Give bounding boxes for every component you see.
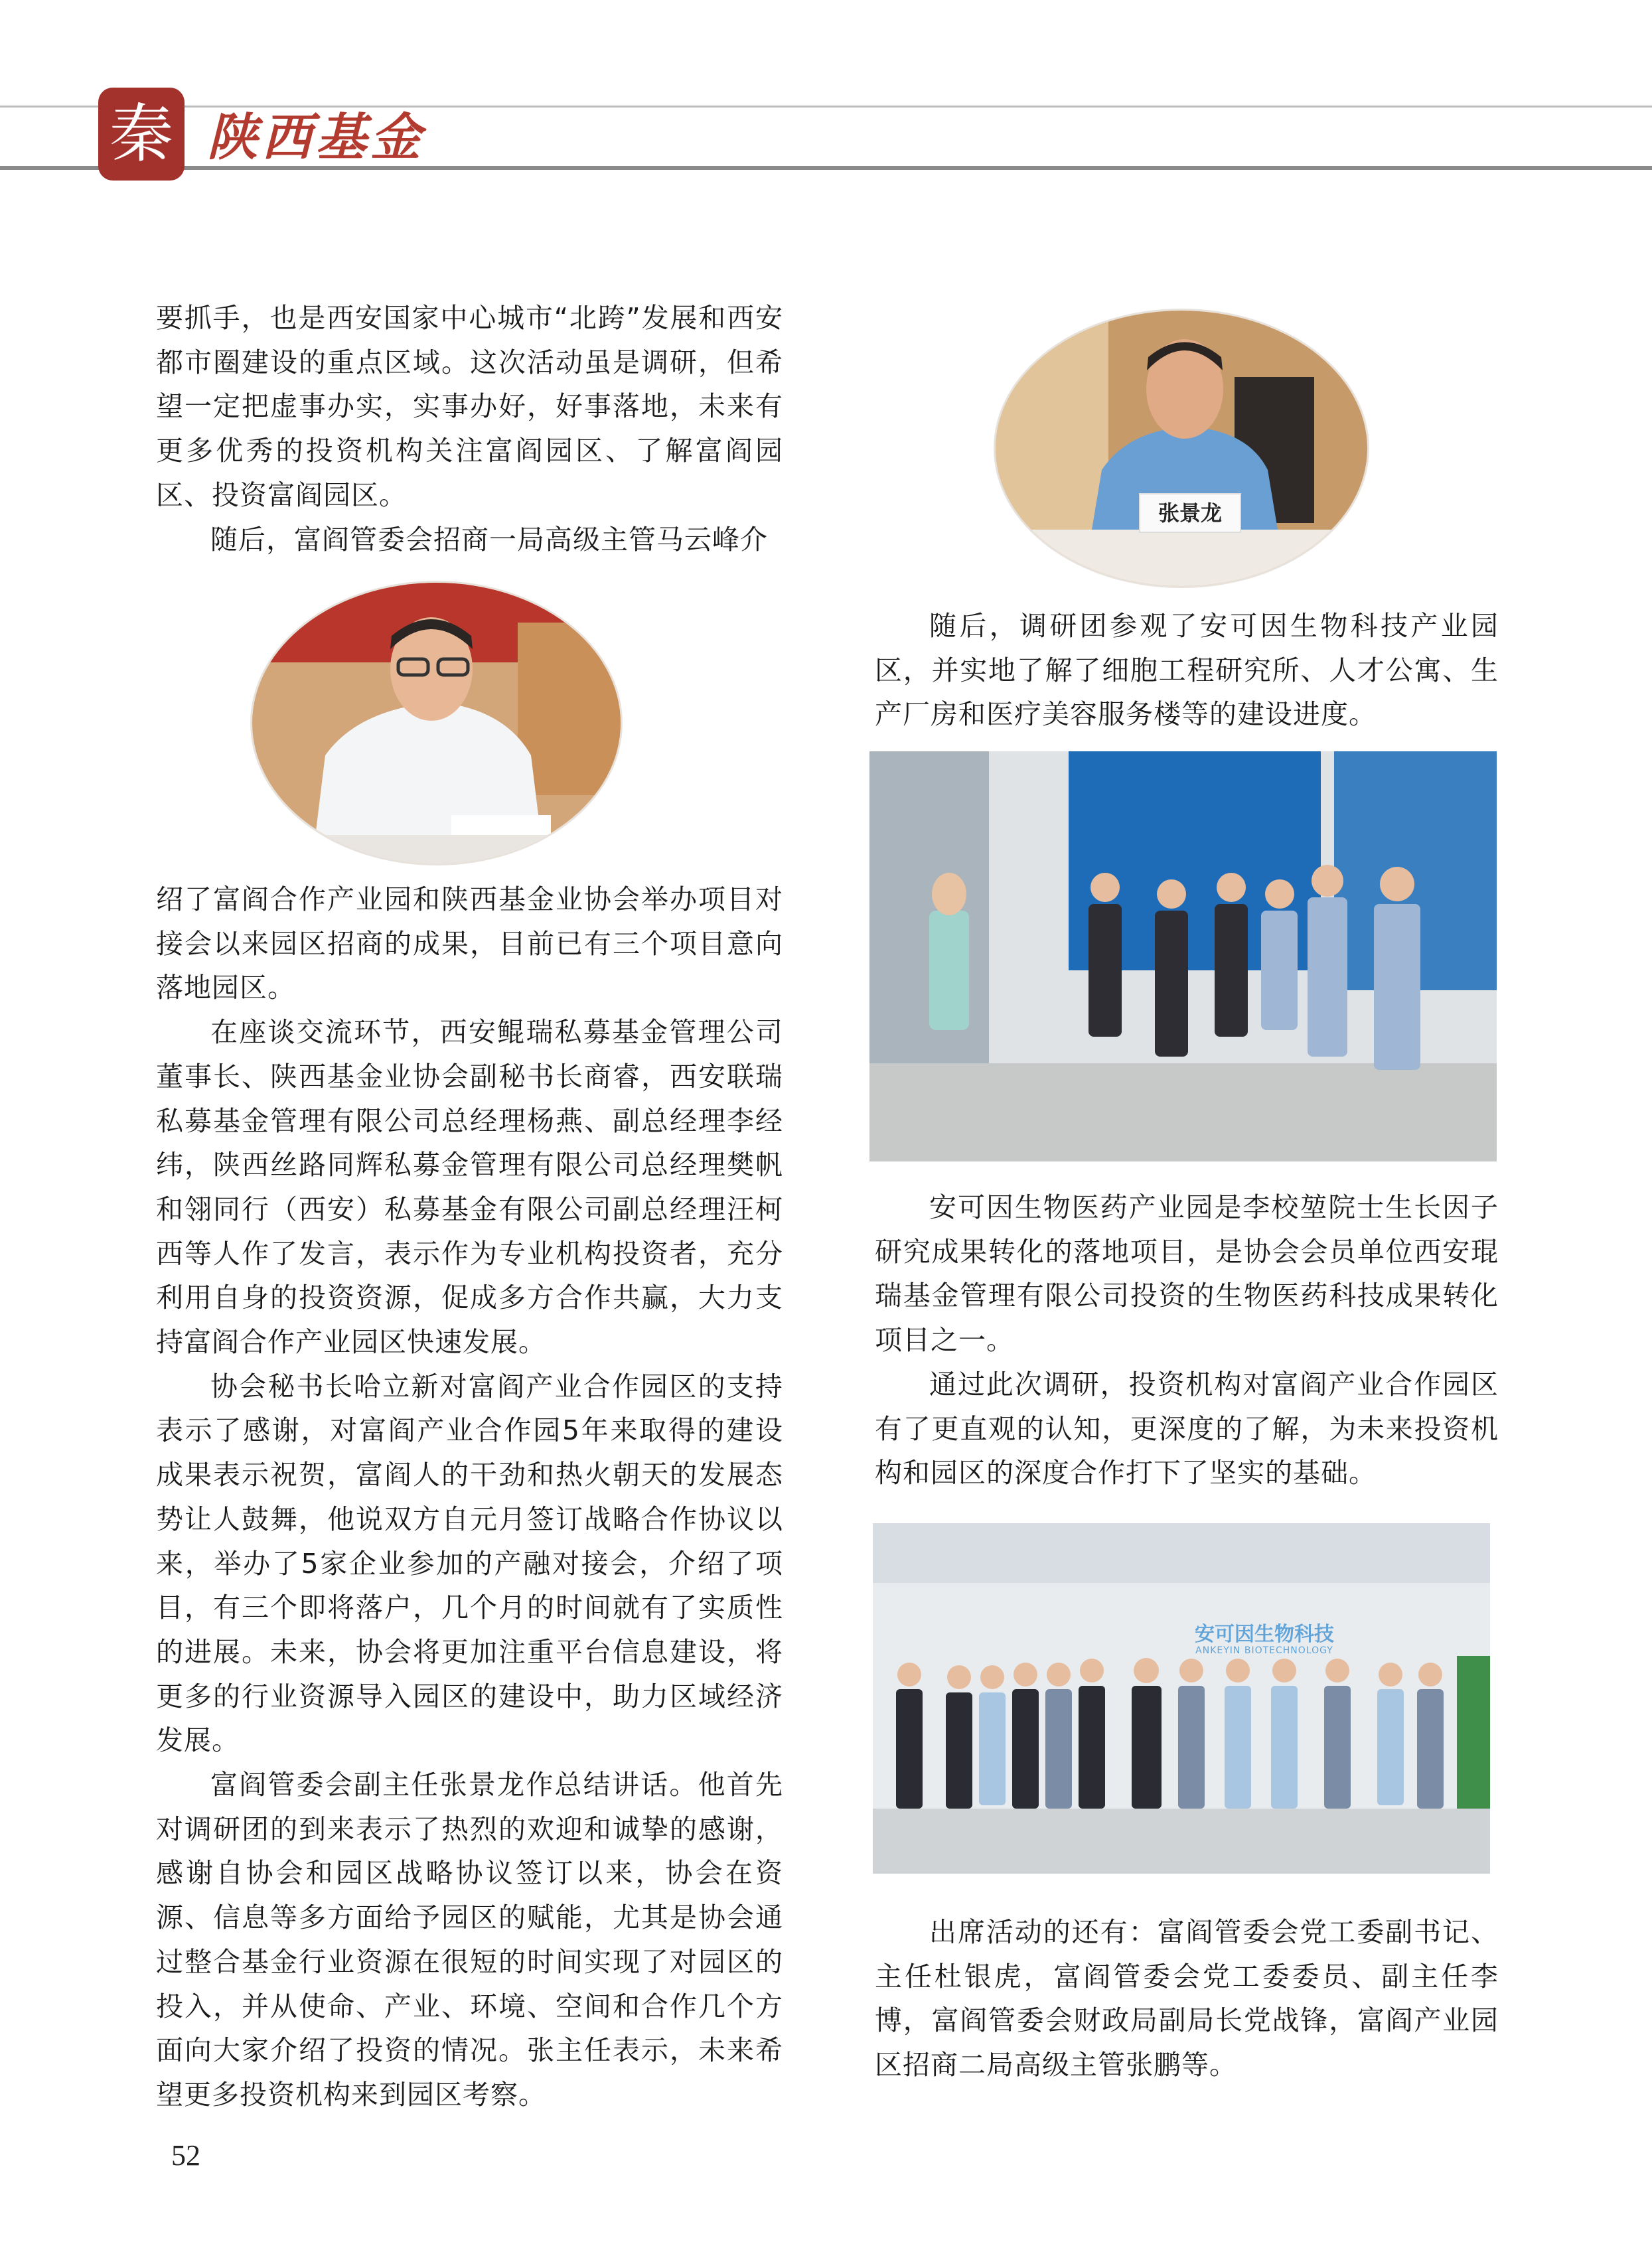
right-column-top	[875, 604, 1499, 737]
paragraph: 出席活动的还有：富阎管委会党工委副书记、主任杜银虎，富阎管委会党工委委员、副主任李博，富阎管委会财政局副局长党战锋，富阎产业园区招商二局高级主管张鹏等。	[875, 1916, 1499, 2081]
right-column-middle	[875, 1185, 1499, 1495]
paragraph: 通过此次调研，投资机构对富阎产业合作园区有了更直观的认知，更深度的了解，为未来投资机构和园区的深度合作打下了坚实的基础。	[875, 1368, 1499, 1489]
name-plate: 张景龙	[1139, 493, 1241, 533]
paragraph: 在座谈交流环节，西安鲲瑞私募基金管理公司董事长、陕西基金业协会副秘书长商睿，西安联瑞私募基金管理有限公司总经理杨燕、副总经理李经纬，陕西丝路同辉私募金管理有限公司总经理樊帆和翎同行（西安）私募基金有限公司副总经理汪柯西等人作了发言，表示作为专业机构投资者，充分利用自身的投资资源，促成多方合作共赢，大力支持富阎合作产业园区快速发展。	[156, 1016, 783, 1359]
paragraph: 要抓手，也是西安国家中心城市“北跨”发展和西安都市圈建设的重点区域。这次活动虽是调研，但希望一定把虚事办实，实事办好，好事落地，未来有更多优秀的投资机构关注富阎园区、了解富阎园区、投资富阎园区。	[156, 302, 783, 511]
left-column-bottom	[156, 877, 783, 2117]
left-column-top	[156, 296, 783, 561]
magazine-logo: 秦	[98, 88, 185, 181]
speaker-photo-ma	[252, 583, 621, 863]
speaker-photo-zhang	[996, 311, 1367, 586]
group-photo	[873, 1523, 1490, 1874]
company-sign: 安可因生物科技	[1195, 1623, 1334, 1646]
paragraph: 随后，调研团参观了安可因生物科技产业园区，并实地了解了细胞工程研究所、人才公寓、生产厂房和医疗美容服务楼等的建设进度。	[875, 610, 1499, 731]
company-sign-english: ANKEYIN BIOTECHNOLOGY	[1195, 1645, 1333, 1656]
magazine-title: 陕西基金	[207, 108, 425, 167]
paragraph: 富阎管委会副主任张景龙作总结讲话。他首先对调研团的到来表示了热烈的欢迎和诚挚的感谢，感谢自协会和园区战略协议签订以来，协会在资源、信息等多方面给予园区的赋能，尤其是协会通过整合基金行业资源在很短的时间实现了对园区的投入，并从使命、产业、环境、空间和合作几个方面向大家介绍了投资的情况。张主任表示，未来希望更多投资机构来到园区考察。	[156, 1769, 783, 2111]
paragraph: 随后，富阎管委会招商一局高级主管马云峰介	[210, 523, 768, 556]
paragraph: 协会秘书长哈立新对富阎产业合作园区的支持表示了感谢，对富阎产业合作园5年来取得的建设成果表示祝贺，富阎人的干劲和热火朝天的发展态势让人鼓舞，他说双方自元月签订战略合作协议以来，举办了5家企业参加的产融对接会，介绍了项目，有三个即将落户，几个月的时间就有了实质性的进展。未来，协会将更加注重平台信息建设，将更多的行业资源导入园区的建设中，助力区域经济发展。	[156, 1370, 783, 1757]
paragraph: 绍了富阎合作产业园和陕西基金业协会举办项目对接会以来园区招商的成果，目前已有三个项目意向落地园区。	[156, 883, 783, 1004]
park-tour-photo	[869, 751, 1497, 1161]
paragraph: 安可因生物医药产业园是李校堃院士生长因子研究成果转化的落地项目，是协会会员单位西安琨瑞基金管理有限公司投资的生物医药科技成果转化项目之一。	[875, 1191, 1499, 1357]
page-number: 52	[171, 2139, 200, 2172]
right-column-bottom	[875, 1910, 1499, 2087]
